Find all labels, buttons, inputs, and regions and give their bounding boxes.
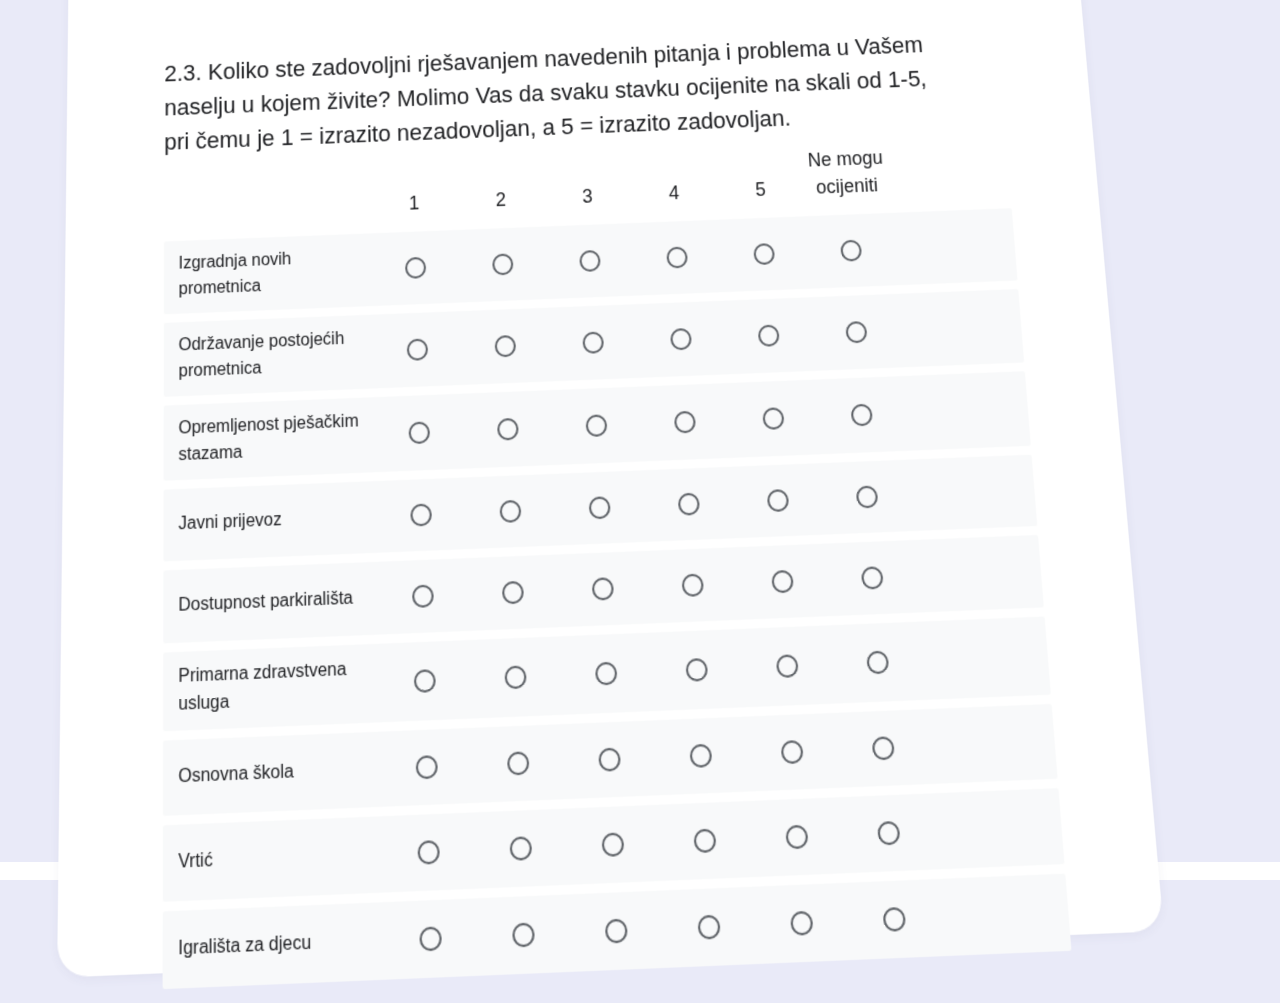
radio-button-4[interactable] xyxy=(693,829,716,854)
radio-cell xyxy=(372,255,460,280)
grid-header-spacer xyxy=(164,223,371,231)
column-header-2: 2 xyxy=(495,188,507,211)
radio-button-ne-mogu-ocijeniti[interactable] xyxy=(840,240,862,262)
radio-cell xyxy=(637,327,726,352)
radio-cell xyxy=(555,495,645,521)
radio-button-2[interactable] xyxy=(497,418,519,441)
radio-button-2[interactable] xyxy=(504,665,526,689)
radio-cell xyxy=(832,649,924,676)
row-label: Osnovna škola xyxy=(178,762,294,787)
radio-cell xyxy=(373,337,461,362)
radio-button-5[interactable] xyxy=(753,243,775,265)
radio-button-ne-mogu-ocijeniti[interactable] xyxy=(866,650,889,674)
radio-button-3[interactable] xyxy=(585,414,607,437)
radio-cell xyxy=(746,739,839,766)
radio-button-ne-mogu-ocijeniti[interactable] xyxy=(856,485,879,508)
radio-button-5[interactable] xyxy=(785,825,808,850)
radio-button-2[interactable] xyxy=(495,335,517,358)
radio-cell xyxy=(720,242,808,267)
radio-cell xyxy=(546,249,634,274)
radio-button-2[interactable] xyxy=(512,922,535,947)
radio-button-3[interactable] xyxy=(592,577,614,601)
radio-cell xyxy=(560,660,652,687)
radio-button-5[interactable] xyxy=(758,324,780,346)
radio-cell xyxy=(569,917,663,945)
question-content xyxy=(163,25,1073,999)
radio-cell xyxy=(477,921,571,949)
radio-button-5[interactable] xyxy=(776,654,799,678)
question-title: 2.3. Koliko ste zadovoljni rješavanjem navedenih pitanja i problema u Vašem naselju u kojem živite? Molimo Vas da svaku stavku ocijenite na skali od 1-5, pri čemu je 1 = izrazito nezadovoljan, a 5 = izrazito zadovoljan. xyxy=(164,31,928,156)
radio-button-ne-mogu-ocijeniti[interactable] xyxy=(872,736,895,760)
radio-button-1[interactable] xyxy=(414,669,436,693)
radio-cell xyxy=(655,742,747,769)
radio-cell xyxy=(644,491,734,517)
radio-cell xyxy=(461,334,550,359)
radio-button-3[interactable] xyxy=(589,496,611,519)
row-label: Izgradnja novih prometnica xyxy=(178,250,292,299)
radio-button-1[interactable] xyxy=(405,257,426,279)
radio-cell xyxy=(384,925,477,953)
radio-cell xyxy=(474,835,567,863)
radio-cell xyxy=(827,565,918,591)
radio-cell xyxy=(729,406,819,432)
radio-button-2[interactable] xyxy=(510,836,533,861)
radio-button-2[interactable] xyxy=(499,500,521,523)
radio-button-4[interactable] xyxy=(682,573,704,597)
radio-cell xyxy=(382,839,475,867)
radio-button-1[interactable] xyxy=(412,584,434,608)
row-label: Igrališta za djecu xyxy=(178,933,312,960)
radio-button-3[interactable] xyxy=(579,250,601,272)
radio-button-5[interactable] xyxy=(781,740,804,764)
radio-cell xyxy=(724,323,813,348)
radio-cell xyxy=(741,653,833,680)
grid-rows xyxy=(163,208,1072,989)
row-label: Opremljenost pješačkim stazama xyxy=(178,412,359,465)
radio-cell xyxy=(468,579,559,605)
column-header-1: 1 xyxy=(408,192,420,214)
radio-cell xyxy=(842,819,935,847)
radio-button-2[interactable] xyxy=(502,581,524,605)
radio-cell xyxy=(549,330,638,355)
radio-button-3[interactable] xyxy=(595,662,617,686)
radio-cell xyxy=(847,905,941,933)
radio-button-4[interactable] xyxy=(697,915,720,940)
radio-cell xyxy=(558,576,649,602)
radio-button-4[interactable] xyxy=(670,328,692,350)
radio-cell xyxy=(376,502,466,528)
radio-cell xyxy=(755,909,849,937)
radio-button-5[interactable] xyxy=(762,407,784,430)
radio-button-ne-mogu-ocijeniti[interactable] xyxy=(845,321,867,343)
column-header-ne-mogu-ocijeniti: Ne mogu ocijeniti xyxy=(807,146,884,198)
radio-button-1[interactable] xyxy=(417,840,439,865)
radio-button-1[interactable] xyxy=(419,926,442,951)
radio-cell xyxy=(470,664,561,691)
column-header-4: 4 xyxy=(668,182,680,204)
radio-button-2[interactable] xyxy=(492,253,513,275)
radio-cell xyxy=(750,823,843,851)
radio-cell xyxy=(737,568,828,594)
row-label: Vrtić xyxy=(178,850,213,873)
radio-button-1[interactable] xyxy=(407,338,428,361)
row-label: Održavanje postojećih prometnica xyxy=(178,329,345,381)
radio-cell xyxy=(640,409,730,435)
radio-button-4[interactable] xyxy=(685,658,708,682)
radio-button-4[interactable] xyxy=(678,493,700,516)
radio-button-3[interactable] xyxy=(601,832,624,857)
radio-cell xyxy=(812,320,901,345)
radio-button-1[interactable] xyxy=(410,503,432,526)
radio-button-4[interactable] xyxy=(674,411,696,434)
radio-cell xyxy=(463,416,552,442)
radio-cell xyxy=(633,245,721,270)
radio-cell xyxy=(459,252,547,277)
radio-cell xyxy=(381,754,473,781)
radio-cell xyxy=(837,735,930,762)
column-header-5: 5 xyxy=(754,178,767,201)
radio-cell xyxy=(379,668,470,695)
radio-cell xyxy=(566,831,659,859)
radio-cell xyxy=(651,657,743,684)
row-label: Primarna zdravstvena usluga xyxy=(178,660,347,715)
radio-button-3[interactable] xyxy=(582,331,604,354)
radio-cell xyxy=(563,746,655,773)
radio-button-1[interactable] xyxy=(408,421,430,444)
column-header-3: 3 xyxy=(581,185,594,208)
radio-cell xyxy=(647,572,738,598)
radio-button-ne-mogu-ocijeniti[interactable] xyxy=(861,566,884,590)
question-card xyxy=(57,0,1164,978)
radio-button-5[interactable] xyxy=(790,911,813,936)
radio-button-ne-mogu-ocijeniti[interactable] xyxy=(877,821,900,846)
radio-cell xyxy=(807,238,895,263)
row-label: Dostupnost parkirališta xyxy=(178,588,354,616)
radio-cell xyxy=(472,750,564,777)
radio-cell xyxy=(817,402,907,428)
radio-button-ne-mogu-ocijeniti[interactable] xyxy=(883,907,907,932)
radio-button-4[interactable] xyxy=(689,744,712,768)
radio-button-ne-mogu-ocijeniti[interactable] xyxy=(851,404,873,427)
radio-cell xyxy=(552,413,641,439)
radio-cell xyxy=(465,498,555,524)
radio-button-3[interactable] xyxy=(598,747,621,771)
radio-button-5[interactable] xyxy=(767,489,789,512)
radio-cell xyxy=(822,484,912,510)
radio-cell xyxy=(733,488,823,514)
radio-button-4[interactable] xyxy=(666,246,688,268)
radio-cell xyxy=(378,583,469,609)
radio-button-2[interactable] xyxy=(507,751,529,775)
radio-cell xyxy=(658,827,751,855)
row-label: Javni prijevoz xyxy=(178,510,282,534)
radio-button-1[interactable] xyxy=(416,755,438,779)
radio-cell xyxy=(662,913,756,941)
radio-button-5[interactable] xyxy=(771,570,794,594)
radio-button-3[interactable] xyxy=(605,919,628,944)
radio-cell xyxy=(375,420,464,446)
